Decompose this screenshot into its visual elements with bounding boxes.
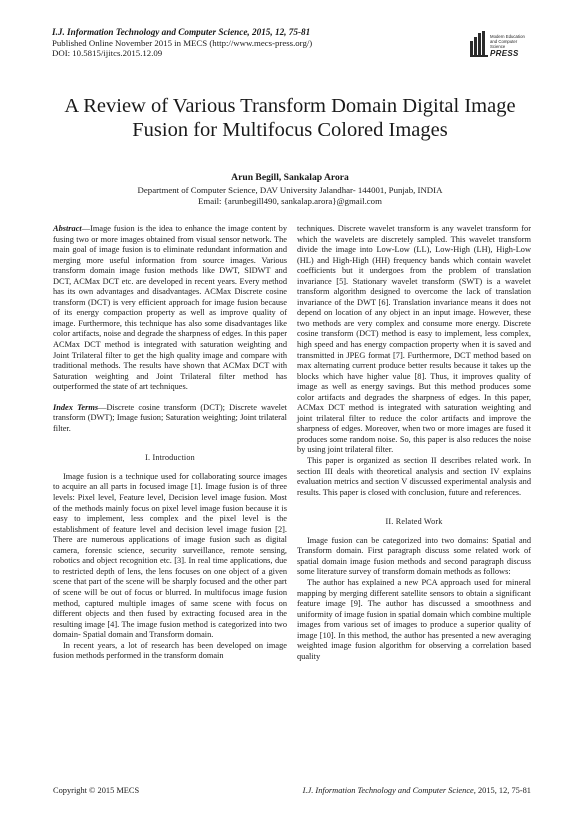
email: Email: {arunbegill490, sankalap.arora}@gmail.com [198, 196, 382, 206]
footer-issue: 2015, 12, 75-81 [475, 786, 531, 795]
journal-header [52, 27, 312, 59]
doi: DOI: 10.5815/ijitcs.2015.12.09 [52, 48, 163, 59]
affiliation-block [40, 185, 540, 207]
left-column [53, 224, 287, 662]
abstract-text: —Image fusion is the idea to enhance the image content by fusing two or more images obtained from visual sensor network. The main goal of image fusion is to eliminate redundant information and merging more useful information from source images. Various transform domain image fusion methods like DWT, SIDWT and DCT, ACMax DCT etc. are developed in recent years. Every method has its own advantages and disadvantages. ACMax Discrete cosine transform (DCT) is very efficient approach for image fusion because of its energy compaction property as well as improve quality of image. Furthermore, this technique has also some disadvantages like color artifacts, noise and degrade the sharpness of edges. In this paper ACMax DCT method is integrated with saturation weighting and Joint Trilateral filter to get the high quality image and compare with traditional methods. The results have shown that ACMax DCT with Saturation weighting and Joint Trilateral filter method has outperformed the state of art techniques. [53, 224, 287, 392]
paper-title: A Review of Various Transform Domain Digital Image Fusion for Multifocus Colored Images [64, 95, 516, 141]
logo-text: Modern Education and Computer Science [490, 34, 525, 49]
section-heading-related-work: II. Related Work [385, 517, 443, 527]
intro-paragraph-1: Image fusion is a technique used for collaborating source images to acquire an all parts in focused image [1]. Image fusion is of three levels: Pixel level, Feature level, Decision level image fusion. Most of the methods mainly focus on pixel level image fusion because it is easy to implement, less complex and the pixel level is the establishment of feature level and decision level image fusion [2]. There are numerous applications of image fusion such as digital camera, forensic science, security surveillance, remote sensing, robotics and object recognition etc. [3]. In real time applications, due to restricted depth of lens, the lens focuses on one object of a given scene that part of the scene will be sharply focused and the other part of scene will be out of focus or blurred. In multifocus image fusion method, captured multiple images of same scene with focus on different objects and then fused by extracting focused area in the resulting image [4]. The image fusion method is categorized into two domain- Spatial domain and Transform domain. [53, 471, 287, 640]
footer-journal [303, 786, 531, 795]
index-terms-text: —Discrete cosine transform (DCT); Discrete wavelet transform (DWT); Image fusion; Saturation weighting; Joint trilateral filter. [53, 402, 287, 433]
intro-paragraph-4: This paper is organized as section II describes related work. In section III deals with theoretical analysis and section IV explains evaluation metrics and section V discussed experimental analysis and results. This paper is closed with conclusion, future and references. [297, 456, 531, 497]
right-column [297, 224, 531, 662]
footer-copyright: Copyright © 2015 MECS [53, 786, 140, 795]
intro-paragraph-3: techniques. Discrete wavelet transform is any wavelet transform for which the wavelets are discretely sampled. This wavelet transform divide the image into Low-Low (LL), Low-High (LH), High-Low (HL) and High-High (HH) frequency bands which contain wavelet coefficients but it undergoes from the problem of translation invariance [5]. Stationary wavelet transform (SWT) is a wavelet transform algorithm designed to overcome the lack of translation invariance of the DWT [6]. Translation invariance means it does not depend on location of any object in an input image. However, these two methods are very complex and consume more energy. Discrete cosine transform (DCT) method is easy to implement, less complex, high speed and has energy compaction property when it is saved and transmitted in JPEG format [7]. Furthermore, DCT method based on max alternating current produce better results because it takes up the blocks which have higher value [8]. Thus, it improves quality of image as well as energy savings. But this method produces some color artifacts and degrades the sharpness of edges. In this paper, ACMax DCT method is integrated with saturation weighting and joint trilateral filter to reduce the color artifacts and improve the sharpness of edges. Moreover, when two or more images are fused it produces some random noise. So, this paper is also reduces the noise by using joint trilateral filter. [297, 224, 531, 455]
intro-paragraph-2: In recent years, a lot of research has been developed on image fusion methods performed in the transform domain [53, 640, 287, 661]
index-terms [53, 403, 287, 435]
mecs-press-logo [470, 29, 532, 63]
abstract [53, 224, 287, 393]
logo-press: PRESS [490, 49, 519, 58]
footer-journal-name: I.J. Information Technology and Computer Science, [302, 786, 476, 795]
related-paragraph-1: Image fusion can be categorized into two domains: Spatial and Transform domain. First paragraph discuss some related work of spatial domain image fusion methods and second paragraph discuss some literature survey of transform domain methods as follows: [297, 535, 531, 577]
authors: Arun Begill, Sankalap Arora [231, 172, 349, 183]
related-paragraph-2: The author has explained a new PCA approach used for mineral mapping by merging different satellite sensors to obtain a significant feature image [9]. The author has discussed a smoothness and uniformity of image fusion in spatial domain which combine multiple images from various set of images to produce a superior quality of image [10]. In this method, the author has presented a new averaging weighted image fusion algorithm for observing a correlation based quality [297, 577, 531, 661]
section-heading-introduction: I. Introduction [145, 453, 195, 463]
journal-name: I.J. Information Technology and Computer Science, 2015, 12, 75-81 [52, 27, 311, 37]
index-terms-label: Index Terms [53, 402, 99, 412]
publication-info: Published Online November 2015 in MECS (http://www.mecs-press.org/) [52, 37, 313, 48]
affiliation: Department of Computer Science, DAV University Jalandhar- 144001, Punjab, INDIA [137, 185, 443, 195]
abstract-label: Abstract [53, 224, 82, 233]
logo-mark-icon [470, 31, 488, 57]
